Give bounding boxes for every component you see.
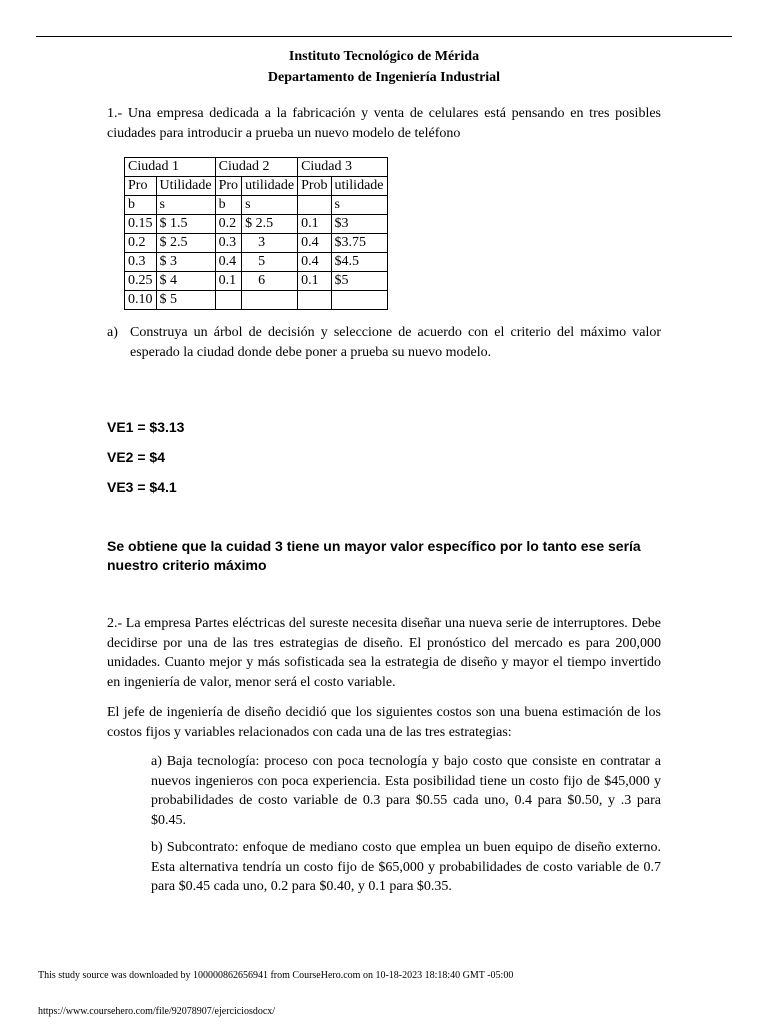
table-cell: $3 — [331, 215, 387, 234]
problem1-intro: 1.- Una empresa dedicada a la fabricación y venta de celulares está pensando en tres posibles ciudades para introducir a prueba un nuevo modelo de teléfono — [107, 106, 661, 141]
table-cell: s — [156, 196, 215, 215]
table-row — [125, 215, 388, 234]
table-cell — [215, 291, 241, 310]
table-cell: Utilidade — [156, 177, 215, 196]
table-cell: $ 1.5 — [156, 215, 215, 234]
table-cell: Pro — [215, 177, 241, 196]
probability-table — [124, 157, 388, 310]
table-subheader-row — [125, 196, 388, 215]
table-cell: utilidade — [242, 177, 298, 196]
download-notice: This study source was downloaded by 100000862656941 from CourseHero.com on 10-18-2023 18:18:40 GMT -05:00 — [38, 970, 514, 981]
table-cell: 0.1 — [215, 272, 241, 291]
document-header — [0, 46, 768, 88]
table-cell — [242, 291, 298, 310]
city-3-header: Ciudad 3 — [298, 158, 387, 177]
table-cell: $ 2.5 — [242, 215, 298, 234]
table-cell: $ 5 — [156, 291, 215, 310]
table-cell — [331, 291, 387, 310]
table-cell: 0.4 — [215, 253, 241, 272]
top-rule — [36, 36, 732, 37]
table-subheader-row — [125, 177, 388, 196]
table-cell: 0.10 — [125, 291, 157, 310]
table-cell — [298, 196, 331, 215]
table-cell: 0.4 — [298, 234, 331, 253]
table-cell: Pro — [125, 177, 157, 196]
problem2-intro: 2.- La empresa Partes eléctricas del sureste necesita diseñar una nueva serie de interruptores. Debe decidirse por una de las tres estrategias de diseño. El pronóstico del mercado es para 200,000 unidades. Cuanto mejor y más sofisticada sea la estrategia de diseño y mayor el tiempo invertido en ingeniería de valor, menor será el costo variable. — [107, 616, 661, 690]
table-cell: $5 — [331, 272, 387, 291]
table-cell: s — [331, 196, 387, 215]
table-cell: utilidade — [331, 177, 387, 196]
expected-value-1: VE1 = $3.13 — [107, 419, 185, 435]
table-cell: s — [242, 196, 298, 215]
table-cell: 0.1 — [298, 272, 331, 291]
expected-value-2: VE2 = $4 — [107, 449, 165, 465]
table-cell: $ 2.5 — [156, 234, 215, 253]
table-row — [125, 253, 388, 272]
table-cell: 0.2 — [215, 215, 241, 234]
conclusion-text: Se obtiene que la cuidad 3 tiene un mayor valor específico por lo tanto ese sería nuestro criterio máximo — [107, 538, 641, 573]
table-cell: 5 — [242, 253, 298, 272]
table-cell: $ 3 — [156, 253, 215, 272]
institute-title: Instituto Tecnológico de Mérida — [288, 49, 480, 64]
table-cell: $3.75 — [331, 234, 387, 253]
table-header-row — [125, 158, 388, 177]
table-cell: 0.15 — [125, 215, 157, 234]
strategy-b: b) Subcontrato: enfoque de mediano costo que emplea un buen equipo de diseño externo. Esta alternativa tendría un costo fijo de $65,000 y probabilidades de costo variable de 0.7 para $0.45 cada uno, 0.2 para $0.40, y 0.1 para $0.35. — [151, 840, 661, 894]
table-cell: 0.3 — [125, 253, 157, 272]
expected-value-3: VE3 = $4.1 — [107, 479, 177, 495]
table-cell: b — [125, 196, 157, 215]
table-cell: 0.25 — [125, 272, 157, 291]
question-a — [107, 323, 661, 362]
table-cell: 0.3 — [215, 234, 241, 253]
table-row — [125, 272, 388, 291]
list-marker: a) — [107, 325, 118, 340]
table-cell: b — [215, 196, 241, 215]
table-cell: 6 — [242, 272, 298, 291]
question-a-text: Construya un árbol de decisión y seleccione de acuerdo con el criterio del máximo valor esperado la ciudad donde debe poner a prueba su nuevo modelo. — [130, 325, 661, 360]
source-url[interactable]: https://www.coursehero.com/file/92078907/ejerciciosdocx/ — [38, 1006, 276, 1017]
table-cell: $4.5 — [331, 253, 387, 272]
table-row — [125, 234, 388, 253]
table-cell: $ 4 — [156, 272, 215, 291]
table-cell — [298, 291, 331, 310]
table-cell: Prob — [298, 177, 331, 196]
problem2-paragraph: El jefe de ingeniería de diseño decidió que los siguientes costos son una buena estimación de los costos fijos y variables relacionados con cada una de las tres estrategias: — [107, 705, 661, 740]
table-cell: 3 — [242, 234, 298, 253]
strategy-a: a) Baja tecnología: proceso con poca tecnología y bajo costo que consiste en contratar a nuevos ingenieros con poca experiencia. Esta posibilidad tiene un costo fijo de $45,000 y probabilidades de costo variable de 0.3 para $0.55 cada uno, 0.4 para $0.50, y .3 para $0.45. — [151, 754, 661, 828]
table-cell: 0.1 — [298, 215, 331, 234]
table-cell: 0.4 — [298, 253, 331, 272]
table-row — [125, 291, 388, 310]
city-1-header: Ciudad 1 — [125, 158, 216, 177]
department-title: Departamento de Ingeniería Industrial — [267, 70, 501, 85]
city-2-header: Ciudad 2 — [215, 158, 297, 177]
table-cell: 0.2 — [125, 234, 157, 253]
